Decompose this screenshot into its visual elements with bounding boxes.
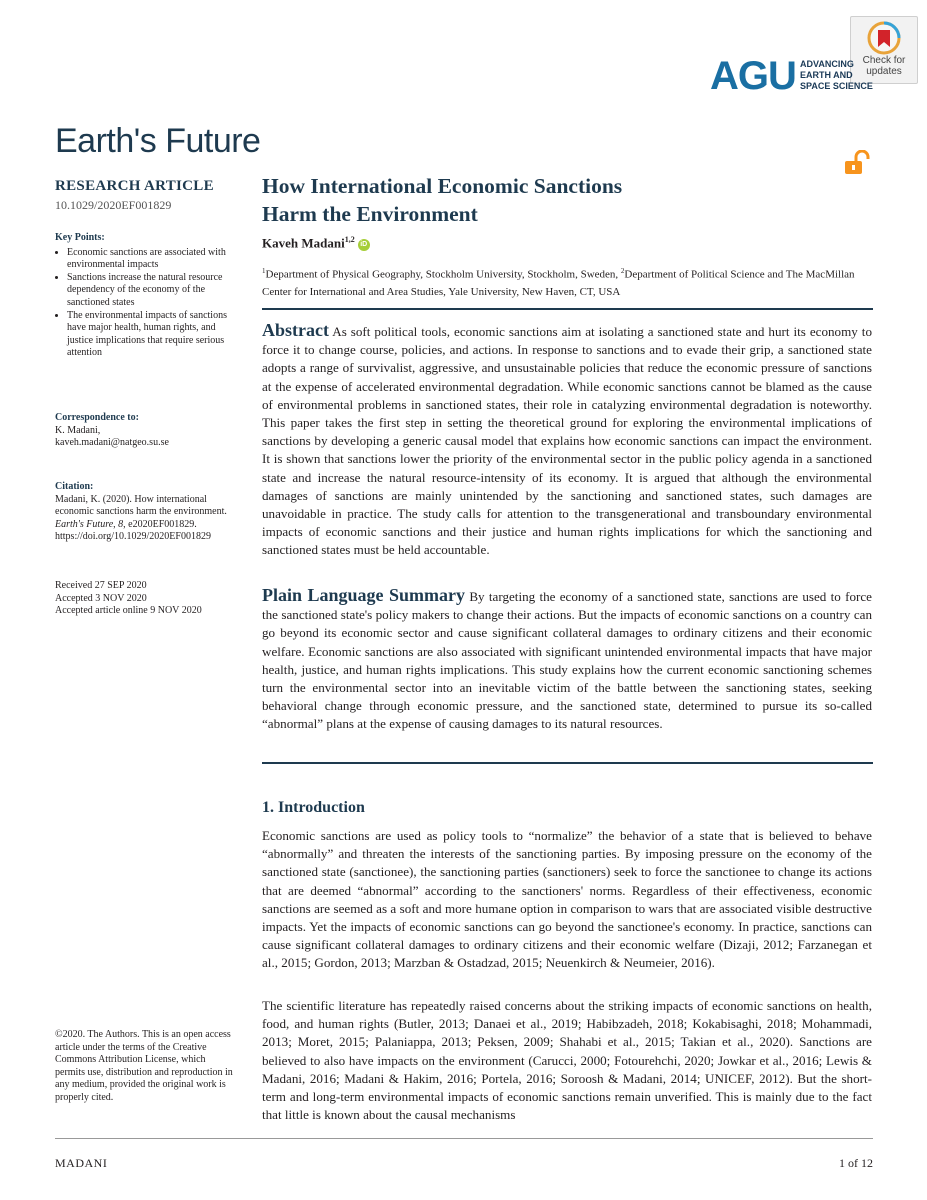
footer-divider [55,1138,873,1139]
citation-journal: Earth's Future [55,518,114,530]
affiliation-text: Department of Political Science and The MacMillan Center for International and Area Studies, Yale University, New Haven, CT, USA [262,268,855,298]
divider [262,308,873,310]
citation-text [55,494,233,544]
date-online: Accepted article online 9 NOV 2020 [55,605,202,617]
correspondence [55,412,233,450]
abstract-heading: Abstract [262,320,329,340]
footer-author: MADANI [55,1156,108,1170]
key-points-heading: Key Points: [55,232,105,243]
correspondence-name: K. Madani, [55,424,101,436]
citation-post[interactable]: , e2020EF001829. https://doi.org/10.1029/2020EF001829 [55,518,211,543]
article-dates [55,580,233,618]
publisher-tagline [800,59,873,92]
publisher-logo [710,56,875,98]
key-points-list [55,247,233,360]
citation-pre: Madani, K. (2020). How international economic sanctions harm the environment. [55,493,227,518]
introduction-paragraph: Economic sanctions are used as policy tools to “normalize” the behavior of a state that is believed to behave “abnormally” and threaten the interests of the sanctioning parties. By imposing pressure on the economy of the sanctioned state (sanctionee), the sanctioning parties (sanctioners) seek to force the sanctionee to change its actions that are deemed “abnormal” according to the sanctioners' norms. Regardless of their effectiveness, economic sanctions are seemed as a soft and more humane option in comparison to wars that are associated visible destructive impacts. Yet the impacts of economic sanctions can go beyond the sanctionee's economy. In practice, sanctions can cause significant collateral damages to ordinary citizens and their economic welfare (Dizaji, 2012; Farzanegan et al., 2015; Gordon, 2013; Marzban & Ostadzad, 2015; Neuenkirch & Neumeier, 2016). [262,828,872,971]
doi[interactable]: 10.1029/2020EF001829 [55,198,172,212]
author-line [262,235,872,251]
citation-sep: , [113,518,119,530]
check-updates-line2: updates [866,66,902,77]
article-type: RESEARCH ARTICLE [55,178,214,194]
check-updates-line1: Check for [862,55,906,66]
license-notice: ©2020. The Authors. This is an open access article under the terms of the Creative Commons Attribution License, which permits use, distribution and reproduction in any medium, provided the original work is properly cited. [55,1029,233,1103]
citation [55,481,233,544]
tagline-line1: ADVANCING [800,59,854,69]
article-title [262,172,872,228]
abstract [262,321,872,560]
orcid-icon[interactable]: iD [358,239,370,251]
tagline-line2: EARTH AND [800,70,853,80]
citation-heading: Citation: [55,481,94,492]
key-point-item: • Sanctions increase the natural resource dependency of the economy of the sanctioned states [67,272,233,310]
title-line1: How International Economic Sanctions [262,174,623,198]
tagline-line3: SPACE SCIENCE [800,81,873,91]
divider [262,762,873,764]
key-points [55,232,233,360]
introduction-paragraph: The scientific literature has repeatedly raised concerns about the striking impacts of economic sanctions on health, food, and human rights (Butler, 2013; Danaei et al., 2019; Habibzadeh, 2018; Kokabisaghi, 2018; Mohammadi, 2013; Moret, 2015; Palaniappa, 2013; Peksen, 2009; Shahabi et al., 2015; Takian et al., 2020). Sanctions are believed to also have impacts on the environment (Carucci, 2000; Fotourehchi, 2020; Jowkar et al., 2016; Lewis & Madani, 2016; Madani & Hakim, 2016; Portela, 2016; Soroosh & Madani, 2014; UNICEF, 2012). But the short-term and long-term environmental impacts of economic sanctions remain unverified. This is mainly due to the fact that little is known about the causal mechanisms [262,998,872,1123]
plain-language-summary [262,586,872,734]
agu-logo-mark: AGU [710,54,796,98]
author-affiliation-sup: 1,2 [344,235,355,244]
introduction-heading: 1. Introduction [262,799,365,816]
correspondence-heading: Correspondence to: [55,412,139,423]
plain-language-heading: Plain Language Summary [262,585,466,605]
crossmark-icon [867,21,901,55]
title-line2: Harm the Environment [262,202,478,226]
date-accepted: Accepted 3 NOV 2020 [55,592,147,604]
date-received: Received 27 SEP 2020 [55,580,147,591]
key-point-item: • Economic sanctions are associated with environmental impacts [67,247,233,272]
abstract-text: As soft political tools, economic sanctions aim at isolating a sanctioned state and hurt its economy to force it to change course, policies, and actions. In response to sanctions and to evade their grip, a sanctioned state adopts a range of survivalist, aggressive, and unsustainable policies that reduce the economic pressure of sanctions at the expense of accelerated environmental degradation. While economic sanctions cannot be blamed as the cause of environmental problems in sanctioned states, their role in catalyzing environmental degradation is noteworthy. This paper takes the first step in setting the theoretical ground for exploring the environmental implications of sanctions by developing a generic causal model that explains how economic sanctions can impact the environment. It is shown that sanctions lower the priority of the environmental sector in the public policy agenda in a sanctioned state and increase the natural resource-intensity of its economy. It is argued that although the environmental damages of sanctions are mainly unintended by the sanctioning and sanctioned states, such damages are unavoidable in practice. The study calls for attention to the transgenerational and transboundary environmental impacts of economic sanctions and their justice and human rights implications for which the sanctioning and sanctioned states must be held accountable. [262,324,872,558]
affiliation-sup: 2 [620,267,625,275]
affiliation-text: Department of Physical Geography, Stockholm University, Stockholm, Sweden, [265,268,621,281]
journal-title: Earth's Future [55,122,261,160]
affiliation-sup: 1 [262,267,266,275]
citation-volume: 8 [118,518,124,530]
plain-language-text: By targeting the economy of a sanctioned state, sanctions are used to force the sanctioned state's policy makers to change their actions. But the impacts of economic sanctions on a country can go beyond its economic sector and cause significant collateral damages to ordinary citizens and their economic welfare. Economic sanctions are also associated with significant unintended environmental impacts that have major health, justice, and human rights implications. This study explains how the current economic sanctioning schemes turn the environmental sector into an inevitable victim of the battle between the sanctioning states, seeking behavioral change through economic pressure, and the sanctioned state, determined to pursue its so-called “abnormal” plans at the expense of causing damages to its natural resources. [262,589,872,732]
correspondence-email[interactable]: kaveh.madani@natgeo.su.se [55,437,169,449]
affiliations [262,263,872,301]
footer-page-number: 1 of 12 [839,1156,873,1170]
author-name[interactable]: Kaveh Madani [262,235,345,251]
key-point-item: • The environmental impacts of sanctions have major health, human rights, and justice implications that require serious attention [67,310,233,360]
